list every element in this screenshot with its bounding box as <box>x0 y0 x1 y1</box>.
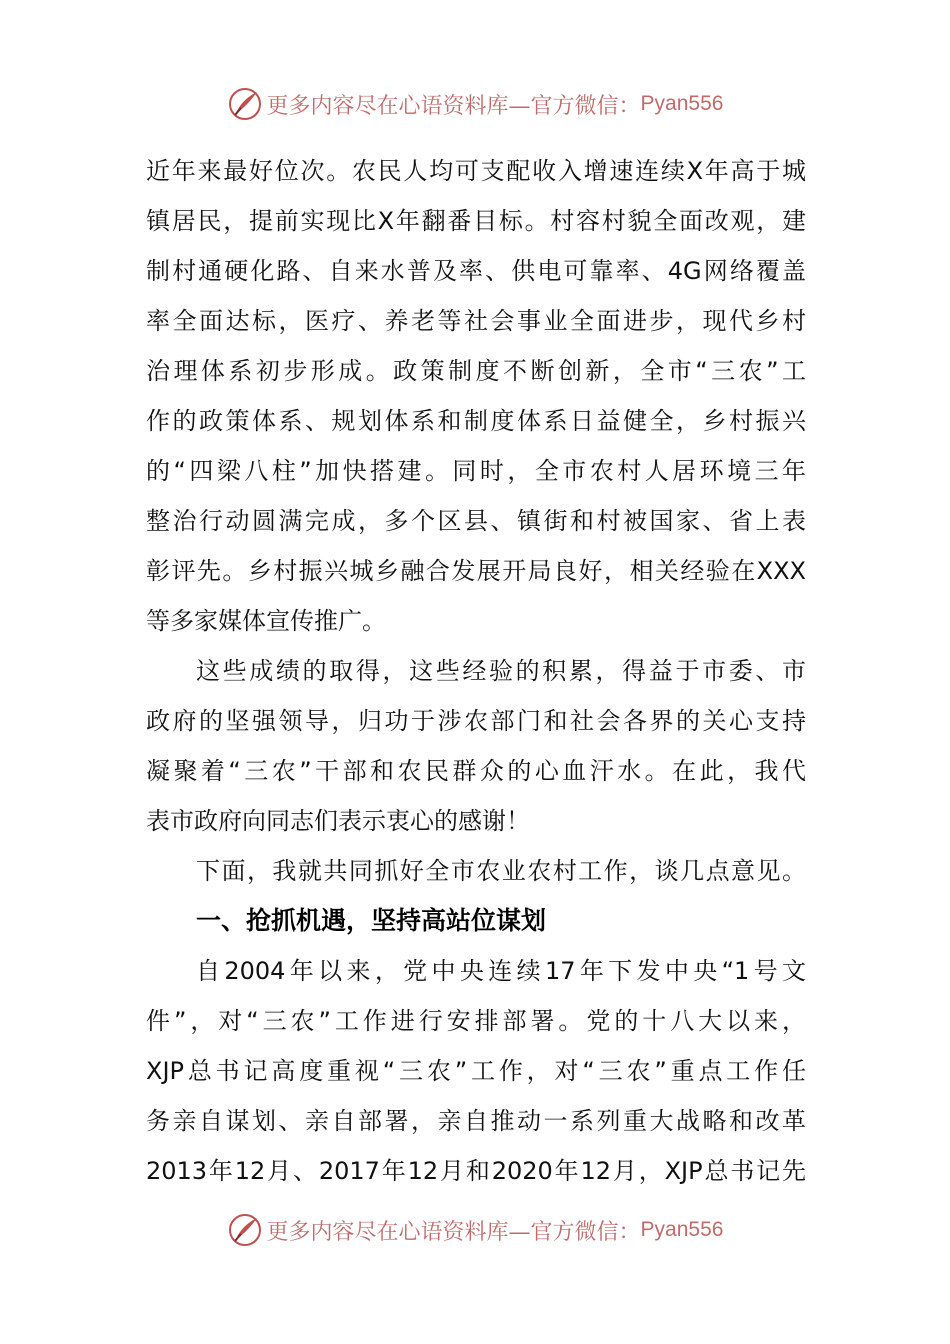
quill-logo-icon <box>227 86 263 122</box>
body-line: 制村通硬化路、自来水普及率、供电可靠率、4G网络覆盖 <box>146 257 806 285</box>
body-line: 的“四梁八柱”加快搭建。同时，全市农村人居环境三年 <box>146 457 806 485</box>
section-heading: 一、抢抓机遇，坚持高站位谋划 <box>196 907 547 935</box>
watermark-handle: Pyan556 <box>640 92 724 115</box>
body-line: 下面，我就共同抓好全市农业农村工作，谈几点意见。 <box>196 857 806 885</box>
body-line: 彰评先。乡村振兴城乡融合发展开局良好，相关经验在XXX <box>146 557 806 585</box>
body-line: 务亲自谋划、亲自部署，亲自推动一系列重大战略和改革 <box>146 1107 806 1135</box>
body-line: 治理体系初步形成。政策制度不断创新，全市“三农”工 <box>146 357 806 385</box>
watermark-banner-top <box>0 84 950 124</box>
body-line: 件”，对“三农”工作进行安排部署。党的十八大以来， <box>146 1007 806 1035</box>
watermark-text: 更多内容尽在心语资料库—官方微信： <box>266 93 641 119</box>
quill-logo-icon <box>227 1212 263 1248</box>
body-line: 政府的坚强领导，归功于涉农部门和社会各界的关心支持 <box>146 707 806 735</box>
body-line: 作的政策体系、规划体系和制度体系日益健全，乡村振兴 <box>146 407 806 435</box>
body-line: 这些成绩的取得，这些经验的积累，得益于市委、市 <box>196 657 806 685</box>
body-line: 镇居民，提前实现比X年翻番目标。村容村貌全面改观，建 <box>146 207 806 235</box>
body-line: XJP总书记高度重视“三农”工作，对“三农”重点工作任 <box>146 1057 806 1085</box>
body-line: 2013年12月、2017年12月和2020年12月，XJP总书记先 <box>146 1157 806 1185</box>
body-line: 等多家媒体宣传推广。 <box>146 607 386 635</box>
watermark-handle: Pyan556 <box>640 1218 724 1241</box>
body-line: 率全面达标，医疗、养老等社会事业全面进步，现代乡村 <box>146 307 806 335</box>
body-line: 自2004年以来，党中央连续17年下发中央“1号文 <box>196 957 806 985</box>
document-body <box>146 146 806 1196</box>
body-line: 近年来最好位次。农民人均可支配收入增速连续X年高于城 <box>146 157 806 185</box>
body-line: 凝聚着“三农”干部和农民群众的心血汗水。在此，我代 <box>146 757 806 785</box>
watermark-text: 更多内容尽在心语资料库—官方微信： <box>266 1219 641 1245</box>
body-line: 整治行动圆满完成，多个区县、镇街和村被国家、省上表 <box>146 507 806 535</box>
watermark-banner-bottom <box>0 1210 950 1250</box>
body-line: 表市政府向同志们表示衷心的感谢！ <box>146 807 530 835</box>
